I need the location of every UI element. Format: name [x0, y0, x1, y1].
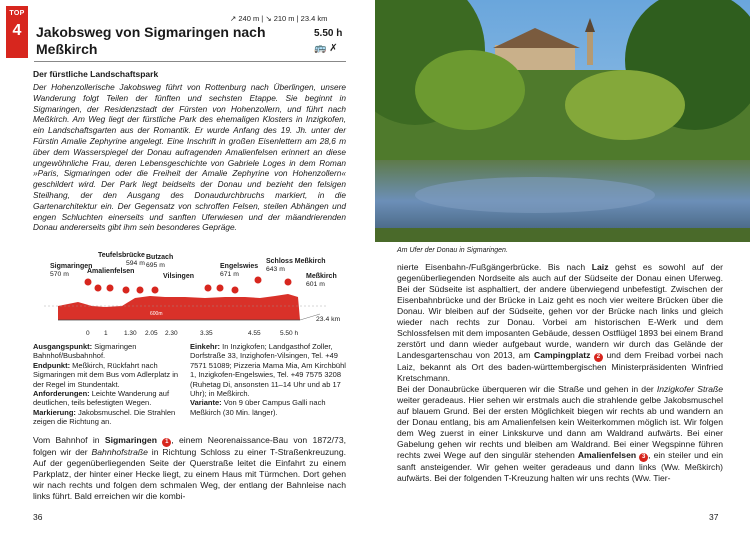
x-tick: 1.30 — [124, 330, 137, 337]
info-variant: Variante: Von 9 über Campus Galli nach Meßkirch (30 Min. länger). — [190, 398, 326, 417]
distance-label: 23.4 km — [316, 316, 341, 323]
tour-duration: 5.50 h — [314, 28, 343, 39]
photo-caption: Am Ufer der Donau in Sigmaringen. — [397, 247, 508, 254]
x-tick: 3.35 — [200, 330, 213, 337]
elevation-profile — [30, 252, 350, 338]
top-badge — [6, 6, 28, 58]
info-end: Endpunkt: Meßkirch, Rückfahrt nach Sigmaringen mit dem Bus vom Adlerplatz in der Regel im Stundentakt. — [33, 360, 179, 389]
tour-number: 4 — [12, 22, 22, 39]
place-sigmaringen: Sigmaringen 570 m — [50, 263, 93, 278]
marker-2-icon: 2 — [594, 353, 603, 362]
info-box-left — [33, 342, 181, 427]
place-amalienfelsen: Amalienfelsen — [87, 268, 135, 275]
info-requirements: Anforderungen: Leichte Wanderung auf deutlichen, teils befestigten Wegen. — [33, 389, 170, 408]
top-label: TOP — [9, 10, 25, 17]
page-number-left: 36 — [33, 512, 43, 522]
info-marking: Markierung: Jakobsmuschel. Die Strahlen zeigen die Richtung an. — [33, 407, 176, 427]
place-schloss-messkirch: Schloss Meßkirch 643 m — [266, 258, 326, 273]
marker-3-icon: 3 — [639, 453, 648, 462]
x-tick: 1 — [104, 330, 108, 337]
place-engelswies: Engelswies 671 m — [220, 263, 259, 278]
svg-text:600m: 600m — [150, 311, 163, 317]
place-butzach: Butzach 695 m — [146, 254, 174, 269]
body-text-left: Vom Bahnhof in Sigmaringen 1 , einem Neorenaissance-Bau von 1872/73, folgen wir der Bahnhofstraße in Richtung Schloss zu einer T-Straßenkreuzung. Auf der gegenüberliegenden Seite der Querstraße leitet die Einfahrt zu einem Parkplatz, der hinter einer Hecke liegt, zu einem Haus mit Türmchen. Dort gehen wir nach rechts und folgen dem schmalen Weg, der entlang der Bahnleise nach links führt. Bald erreichen wir die kombi- — [33, 435, 346, 501]
place-messkirch: Meßkirch 601 m — [306, 273, 337, 288]
transport-icons: 🚌 ✗ — [314, 43, 338, 54]
tour-title: Jakobsweg von Sigmaringen nach Meßkirch — [36, 24, 266, 57]
tour-stats: ↗ 240 m | ↘ 210 m | 23.4 km — [230, 14, 328, 23]
x-tick: 5.50 h — [280, 330, 299, 337]
info-food: Einkehr: In Inzigkofen; Landgasthof Zoller, Dorfstraße 33, Inzighofen-Vilsingen, Tel. +49 7571 51089; Pizzeria Mama Mia, Am Kirchbühl 1, Inzigkofen-Engelswies, Tel. +49 7575 3208 (Ruhetag Di, ansonsten 11–14 Uhr und ab 17 Uhr); in Meßkirch. — [190, 342, 346, 399]
x-tick: 4.55 — [248, 330, 261, 337]
marker-1-icon: 1 — [162, 438, 171, 447]
x-tick: 2.05 — [145, 330, 158, 337]
page-number-right: 37 — [709, 512, 719, 522]
x-tick: 0 — [86, 330, 90, 337]
intro-heading: Der fürstliche Landschaftspark — [33, 69, 159, 79]
place-teufelsbruecke: Teufelsbrücke 594 m — [98, 252, 145, 267]
info-box-right — [190, 342, 348, 417]
place-vilsingen: Vilsingen — [163, 273, 194, 280]
info-start: Ausgangspunkt: Sigmaringen Bahnhof/Busbahnhof. — [33, 342, 137, 361]
title-divider — [34, 61, 346, 62]
intro-text: Der Hohenzollerische Jakobsweg führt von Rottenburg nach Überlingen, unsere Wanderung folgt Teilen der fünften und sechsten Etappe. Sie beginnt in Sigmaringen, der Residenzstadt der Fürsten von Hohenzollern, und führt nach Meßkirch. Am Weg liegt der fürstliche Park des ehemaligen Klosters in Inzigkofen, ein Landschaftsgarten aus der Romantik. Er wurde Anfang des 19. Jh. unter der Fürstin Amalie Zephyrine angelegt. Eine Inschrift in großen Eisenlettern am 28,6 m über dem Wasserspiegel der Donau aufragenden Amalienfelsen erinnert an diese ungewöhnliche Frau, deren Lebensgeschichte von Gabriele Loges in dem Roman »Paris, Sigmaringen oder die Freiheit der Amalie Zephyrine von Hohenzollern« geschildert wird. Der Park liegt beidseits der Donau und bezieht den felsigen Steilhang, der den Ausgang des Donaudurchbruchs markiert, in die Gartenarchitektur ein. Der Gegensatz von schroffen Felsen, steilen Abhängen und engen Schluchten einerseits und sanften Uferwiesen und der mäandrierenden Donau andererseits gibt ihm sein besonderes Gepräge. — [33, 82, 346, 233]
right-page — [375, 0, 750, 535]
body-text-right: nierte Eisenbahn-/Fußgängerbrücke. Bis nach Laiz gehst es sowohl auf der gegenüberliegenden Nordseite als auch auf der Südseite der Donau einen Uferweg. Bei der Südseite ist asphaltiert, der andere überwiegend unbefestigt. Zwischen der Eisenbahnbrücke und der Brücke in Laiz geht es noch vier weitere Brücken über die Donau. Wir bleiben auf der Südseite, gehen vor der Brücke nach links und gleich wieder nach rechts zur Donau. Vorbei am historischen E-Werk und dem Schlossfelsen mit dem imposanten Gebäude, dessen Ostflügel 1893 bei einem Brand zerstört und dann wieder aufgebaut wurde, wandern wir durch das Gelände der Landesgartenschau von 2013, am Campingplatz 2 und dem Freibad vorbei nach Laiz, bekannt als Ort des baden-württembergischen Ministerpräsidenten Winfried Kretschmann. Bei der Donaubrücke überqueren wir die Straße und gehen in der Inzigkofer Straße weiter geradeaus. Hier sehen wir erstmals auch die strahlende gelbe Jakobsmuschel auf blauem Grund. Bei der ersten Möglichkeit biegen wir rechts ab und wandern an der Donau entlang, bis am Amalienfelsen kein Weiterkommen möglich ist. Wir folgen dem Weg zuerst in einer Linkskurve und dann am Waldrand aufwärts. Bei einer Gabelung gehen wir rechts und bleiben am Waldrand. Bei einer Wegspinne führen rechts zwei Wege auf den singulär stehenden Amalienfelsen 3 , ein steiler und ein sanft ansteigender. Wir gehen weiter geradeaus und dann links (Ww. Meßkirch) aufwärts. Bei der folgenden T-Kreuzung halten wir uns rechts (Ww. Tier- — [397, 262, 723, 483]
x-tick: 2.30 — [165, 330, 178, 337]
